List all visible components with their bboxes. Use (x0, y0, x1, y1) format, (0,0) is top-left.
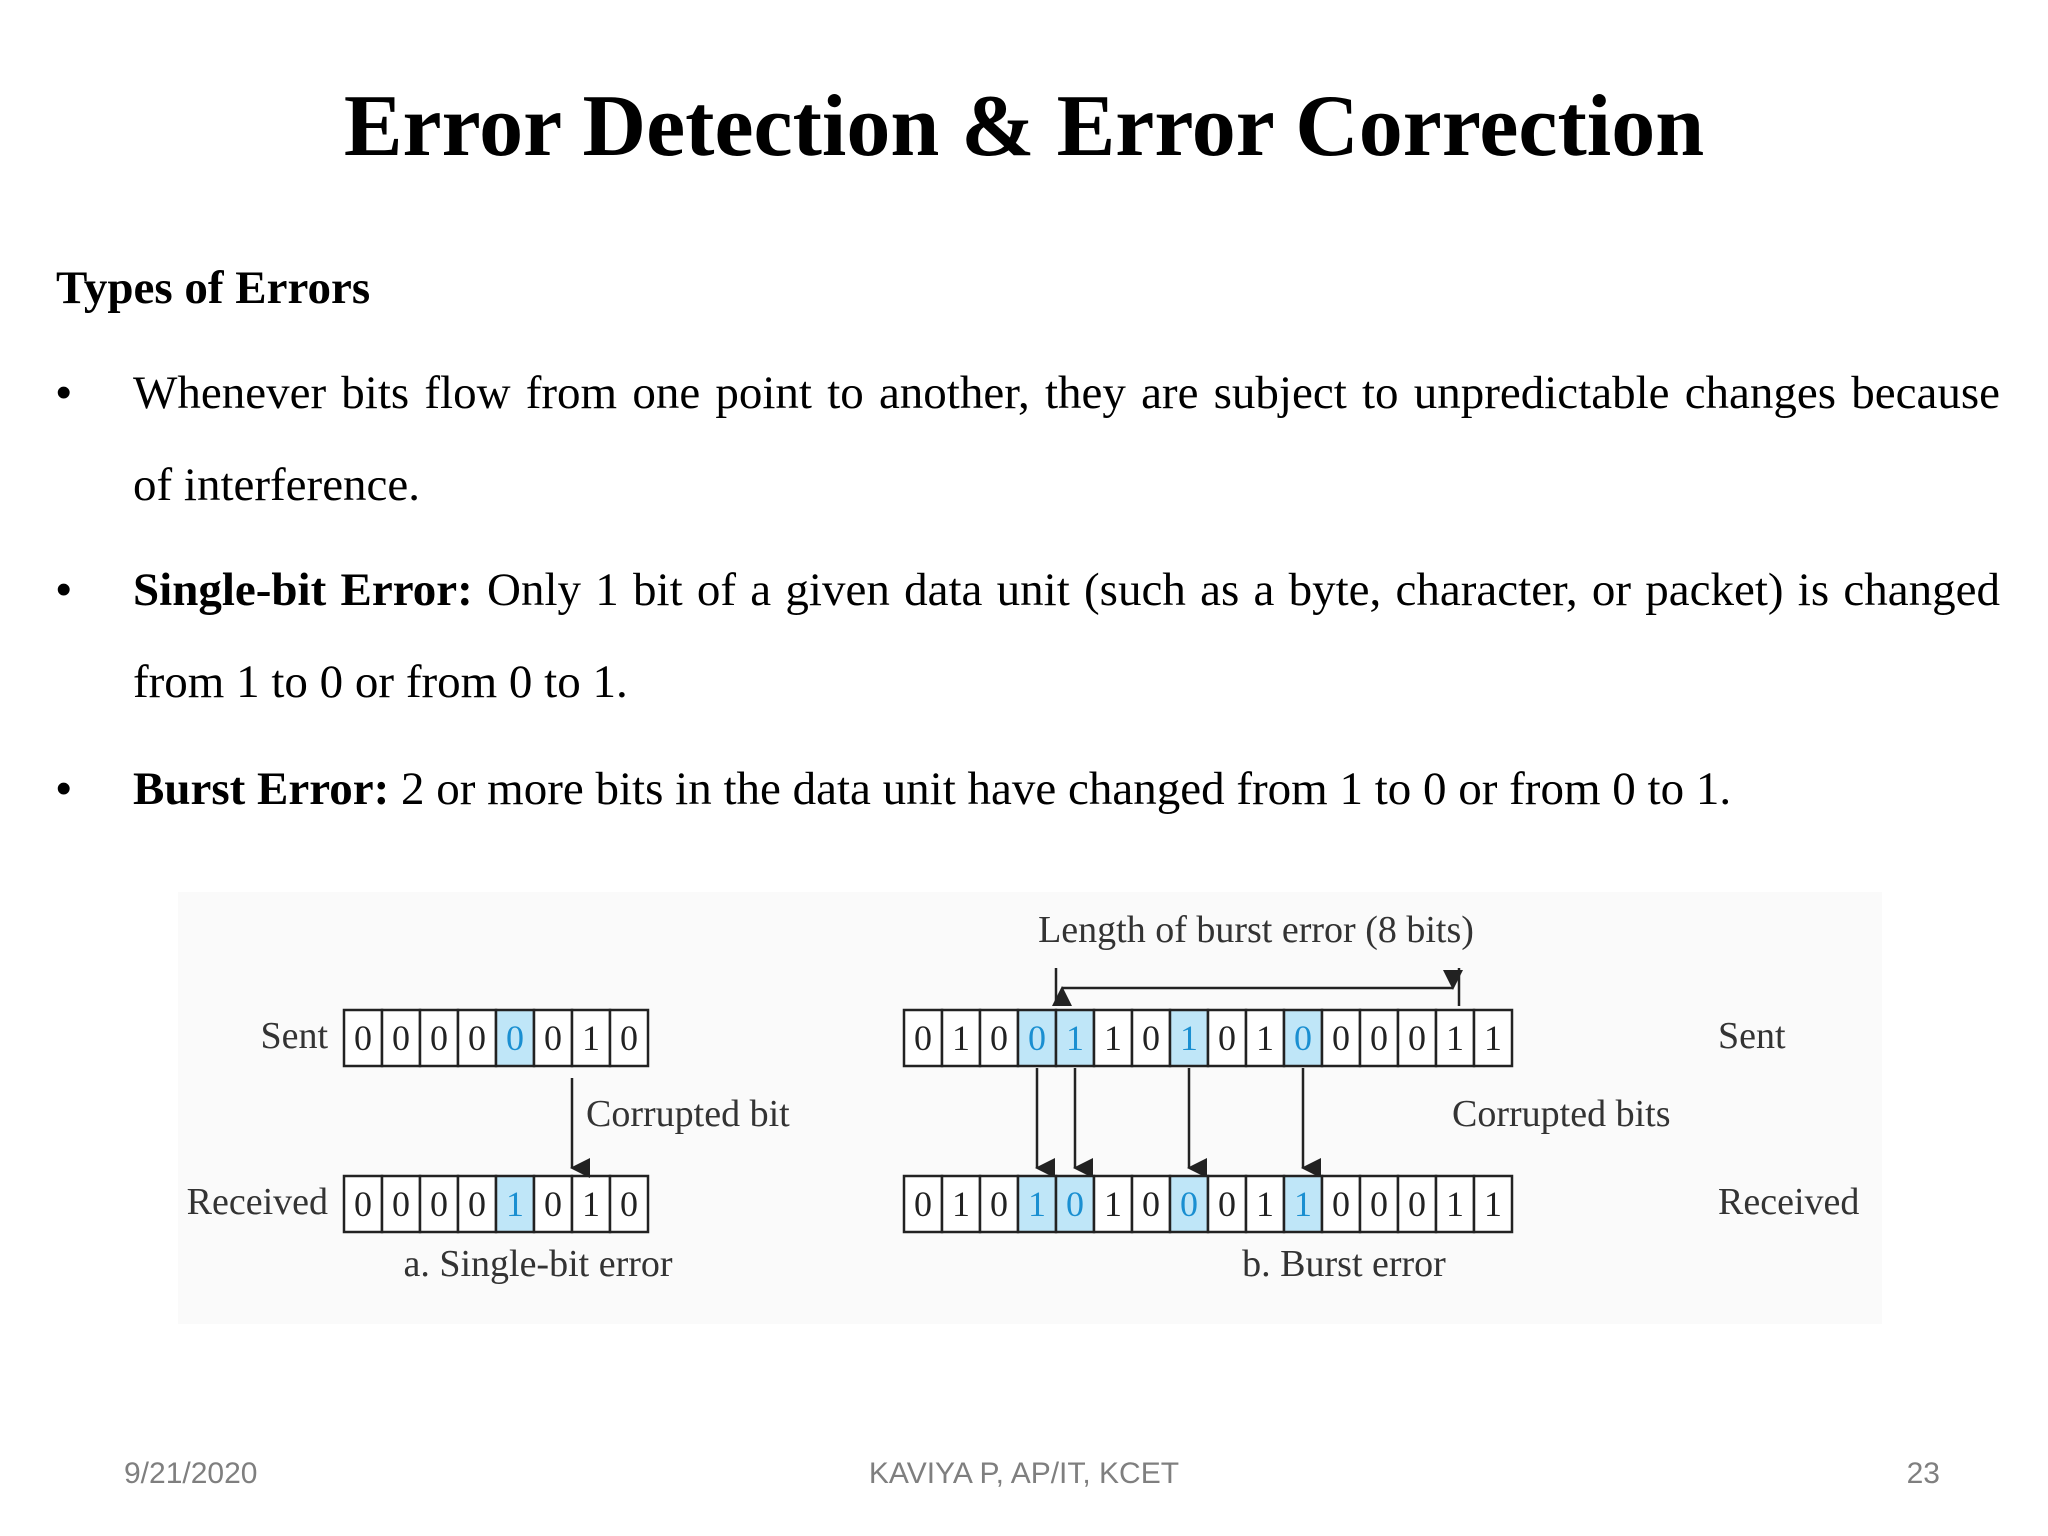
bit-value: 0 (468, 1018, 486, 1058)
burst-length-label: Length of burst error (8 bits) (1038, 909, 1474, 951)
bit-value: 1 (506, 1184, 524, 1224)
bit-value: 0 (468, 1184, 486, 1224)
bit-value: 0 (1408, 1184, 1426, 1224)
bit-value: 0 (1066, 1184, 1084, 1224)
bullet-text-body: Whenever bits flow from one point to another, they are subject to unpredictable changes because of interference. (133, 367, 2000, 511)
bit-value: 1 (1256, 1018, 1274, 1058)
bit-value: 1 (1256, 1184, 1274, 1224)
bit-value: 0 (1294, 1018, 1312, 1058)
single-sent-row (344, 1010, 648, 1066)
bit-value: 0 (914, 1184, 932, 1224)
single-received-row (344, 1176, 648, 1232)
error-types-figure (178, 892, 1882, 1324)
bullet-text-body: Only 1 bit of a given data unit (such as a byte, character, or packet) is changed from 1 to 0 or from 0 to 1. (133, 564, 2000, 708)
bit-value: 1 (1066, 1018, 1084, 1058)
bit-value: 1 (1484, 1184, 1502, 1224)
bullet-text (133, 544, 2000, 728)
bit-value: 0 (430, 1018, 448, 1058)
bullet-text-body: 2 or more bits in the data unit have changed from 1 to 0 or from 0 to 1. (389, 763, 1732, 815)
bit-value: 0 (392, 1018, 410, 1058)
single-caption: a. Single-bit error (403, 1243, 673, 1285)
bit-value: 0 (354, 1018, 372, 1058)
bullet-dot-icon: • (56, 368, 72, 417)
burst-arrows (1037, 1068, 1303, 1168)
bit-value: 0 (1370, 1018, 1388, 1058)
bit-value: 0 (1332, 1018, 1350, 1058)
bit-value: 0 (1142, 1184, 1160, 1224)
bit-value: 0 (1218, 1018, 1236, 1058)
bit-value: 0 (392, 1184, 410, 1224)
bit-value: 0 (430, 1184, 448, 1224)
burst-received-label: Received (1718, 1181, 1860, 1223)
slide-title: Error Detection & Error Correction (343, 78, 1705, 175)
bit-value: 0 (1370, 1184, 1388, 1224)
bit-value: 0 (990, 1018, 1008, 1058)
bit-value: 0 (506, 1018, 524, 1058)
footer-page-number: 23 (1906, 1457, 1940, 1490)
bit-value: 0 (914, 1018, 932, 1058)
bit-value: 0 (1142, 1018, 1160, 1058)
bit-value: 1 (582, 1018, 600, 1058)
bullet-term: Single-bit Error: (133, 564, 473, 616)
bit-value: 0 (1028, 1018, 1046, 1058)
bit-value: 1 (1180, 1018, 1198, 1058)
bit-value: 0 (620, 1184, 638, 1224)
bit-value: 1 (952, 1184, 970, 1224)
bit-value: 1 (1446, 1018, 1464, 1058)
single-received-label: Received (186, 1181, 328, 1223)
bit-value: 0 (990, 1184, 1008, 1224)
burst-received-row (904, 1176, 1512, 1232)
footer-date: 9/21/2020 (124, 1457, 258, 1490)
bullet-term: Burst Error: (133, 763, 390, 815)
corrupted-bit-annotation: Corrupted bit (586, 1093, 790, 1135)
bullet-dot-icon: • (56, 565, 72, 614)
bullet-text (133, 347, 2000, 531)
bullet-text (133, 743, 2000, 835)
burst-caption: b. Burst error (1242, 1243, 1446, 1285)
bit-value: 0 (1180, 1184, 1198, 1224)
bit-value: 1 (1028, 1184, 1046, 1224)
corrupted-bits-annotation: Corrupted bits (1452, 1093, 1671, 1135)
burst-sent-row (904, 1010, 1512, 1066)
bit-value: 0 (1218, 1184, 1236, 1224)
bullet-dot-icon: • (56, 764, 72, 813)
bit-value: 1 (1484, 1018, 1502, 1058)
section-heading: Types of Errors (56, 262, 371, 314)
error-diagram (178, 892, 1882, 1324)
bit-value: 0 (354, 1184, 372, 1224)
burst-sent-label: Sent (1718, 1015, 1786, 1057)
bit-value: 1 (582, 1184, 600, 1224)
bit-value: 1 (1446, 1184, 1464, 1224)
single-sent-label: Sent (260, 1015, 328, 1057)
bit-value: 1 (1104, 1018, 1122, 1058)
bit-value: 0 (544, 1184, 562, 1224)
bit-value: 1 (1104, 1184, 1122, 1224)
bit-value: 0 (544, 1018, 562, 1058)
footer-author: KAVIYA P, AP/IT, KCET (868, 1457, 1180, 1490)
bit-value: 0 (1332, 1184, 1350, 1224)
bit-value: 1 (952, 1018, 970, 1058)
bit-value: 0 (1408, 1018, 1426, 1058)
bit-value: 1 (1294, 1184, 1312, 1224)
bit-value: 0 (620, 1018, 638, 1058)
